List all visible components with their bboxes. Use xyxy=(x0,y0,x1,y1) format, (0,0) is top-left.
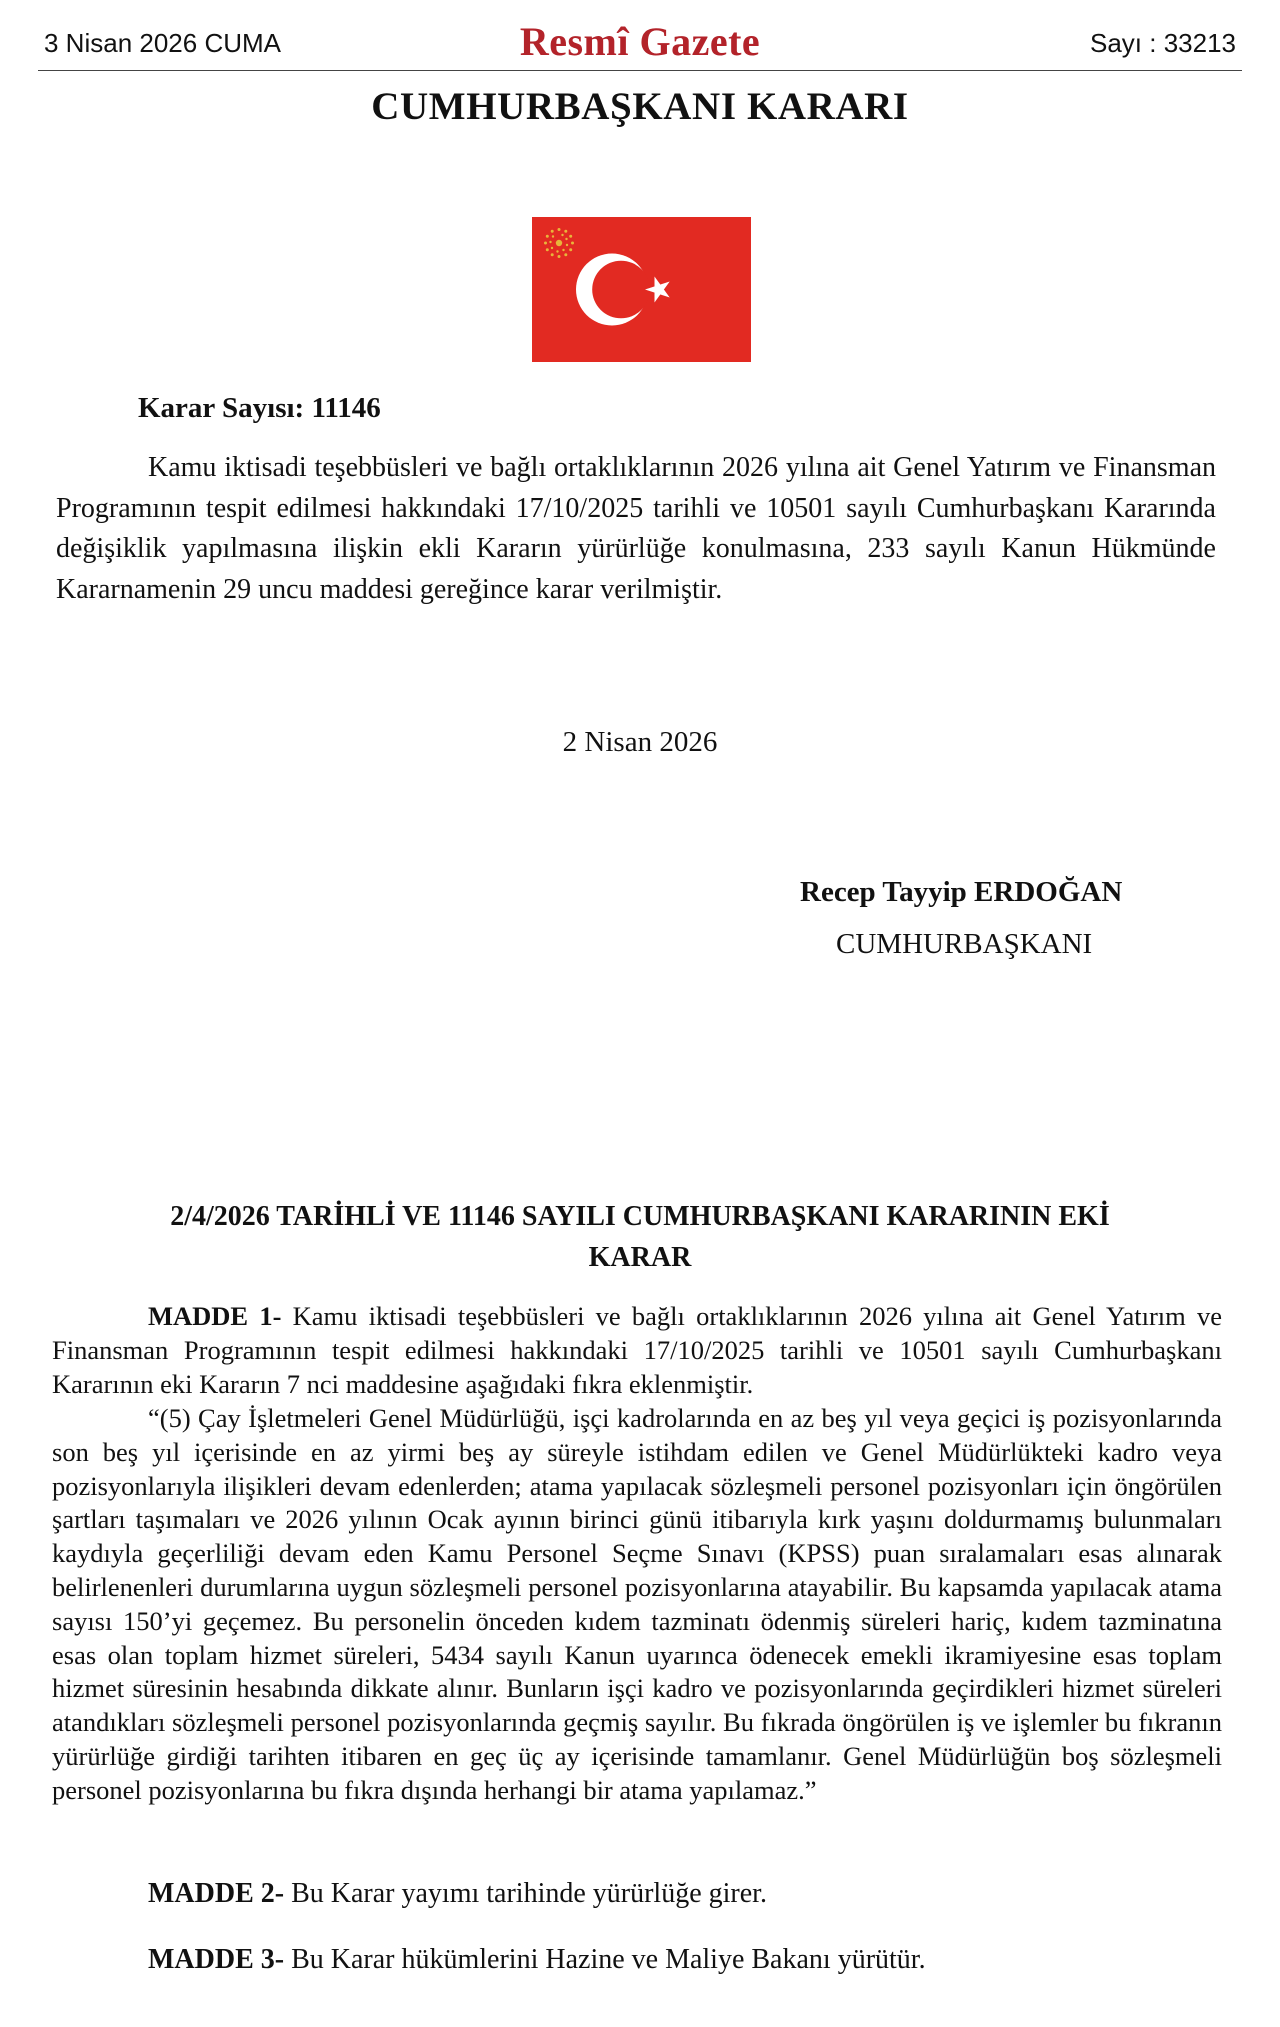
article-2-text: Bu Karar yayımı tarihinde yürürlüğe girer. xyxy=(284,1878,767,1909)
article-1 xyxy=(52,1300,1222,1401)
annex-title xyxy=(130,1196,1150,1278)
annex-title-line2: KARAR xyxy=(588,1242,692,1273)
article-2-label: MADDE 2- xyxy=(148,1878,285,1909)
article-1-text: Kamu iktisadi teşebbüsleri ve bağlı ortaklıklarının 2026 yılına ait Genel Yatırım ve Finansman Programının tespit edilmesi hakkındaki 17/10/2025 tarihli ve 10501 sayılı Cumhurbaşkanı Kararının eki Kararın 7 nci maddesine aşağıdaki fıkra eklenmiştir. xyxy=(52,1301,1222,1399)
gazette-name: Resmî Gazete xyxy=(519,19,761,64)
issue-date: 3 Nisan 2026 CUMA xyxy=(44,28,281,58)
signer-name: Recep Tayyip ERDOĞAN xyxy=(800,876,1123,908)
article-3-label: MADDE 3- xyxy=(148,1944,285,1975)
article-3 xyxy=(148,1944,926,1976)
gazette-header xyxy=(38,18,1242,71)
article-2 xyxy=(148,1878,767,1910)
signature-date: 2 Nisan 2026 xyxy=(562,726,718,758)
annex-title-line1: 2/4/2026 TARİHLİ VE 11146 SAYILI CUMHURBAŞKANI KARARININ EKİ xyxy=(170,1201,1110,1232)
signer-title: CUMHURBAŞKANI xyxy=(836,928,1093,960)
document-title: CUMHURBAŞKANI KARARI xyxy=(371,85,909,128)
turkish-flag-icon xyxy=(532,217,751,362)
preamble-paragraph: Kamu iktisadi teşebbüsleri ve bağlı ortaklıklarının 2026 yılına ait Genel Yatırım ve Finansman Programının tespit edilmesi hakkındaki 17/10/2025 tarihli ve 10501 sayılı Cumhurbaşkanı Kararında değişiklik yapılmasına ilişkin ekli Kararın yürürlüğe konulmasına, 233 sayılı Kanun Hükmünde Kararnamenin 29 uncu maddesi gereğince karar verilmiştir. xyxy=(56,452,1216,605)
decision-number: Karar Sayısı: 11146 xyxy=(138,392,381,424)
article-1-label: MADDE 1- xyxy=(148,1301,282,1331)
issue-number: Sayı : 33213 xyxy=(1090,28,1236,58)
article-3-text: Bu Karar hükümlerini Hazine ve Maliye Bakanı yürütür. xyxy=(284,1944,926,1975)
added-paragraph-quote: “(5) Çay İşletmeleri Genel Müdürlüğü, işçi kadrolarında en az beş yıl veya geçici iş pozisyonlarında son beş yıl içerisinde en az yirmi beş ay süreyle istihdam edilen ve Genel Müdürlükteki kadro veya pozisyonlarıyla ilişikleri devam edenlerden; atama yapılacak sözleşmeli personel pozisyonları için öngörülen şartları taşımaları ve 2026 yılının Ocak ayının birinci günü itibarıyla kırk yaşını doldurmamış bulunmaları kaydıyla geçerliliği devam eden Kamu Personel Seçme Sınavı (KPSS) puan sıralamaları esas alınarak belirlenenleri durumlarına uygun sözleşmeli personel pozisyonlarına atayabilir. Bu kapsamda yapılacak atama sayısı 150’yi geçemez. Bu personelin önceden kıdem tazminatı ödenmiş süreleri hariç, kıdem tazminatına esas olan toplam hizmet süreleri, 5434 sayılı Kanun uyarınca ödenecek emekli ikramiyesine esas toplam hizmet süresinin hesabında dikkate alınır. Bunların işçi kadro ve pozisyonlarında geçirdikleri hizmet süreleri atandıkları sözleşmeli personel pozisyonlarında geçmiş sayılır. Bu fıkrada öngörülen iş ve işlemler bu fıkranın yürürlüğe girdiği tarihten itibaren en geç üç ay içerisinde tamamlanır. Genel Müdürlüğün boş sözleşmeli personel pozisyonlarına bu fıkra dışında herhangi bir atama yapılamaz.” xyxy=(52,1403,1222,1805)
